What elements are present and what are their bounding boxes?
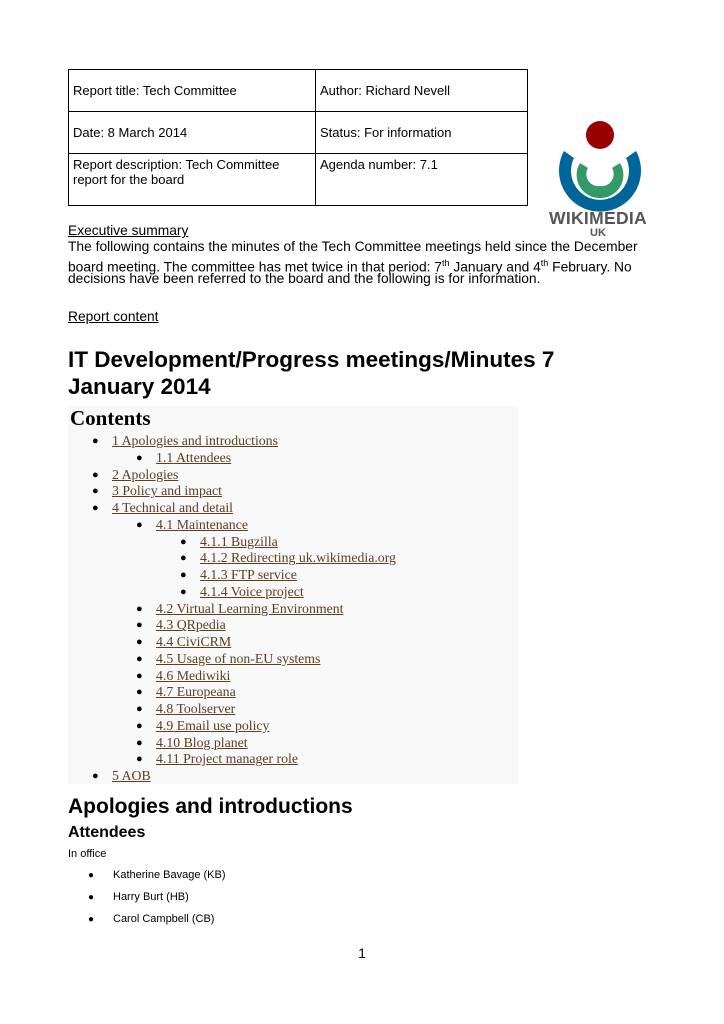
bullet: ●	[88, 892, 95, 903]
toc-item-link[interactable]: Technical and detail	[118, 500, 233, 515]
toc-item-number[interactable]: 4.8	[156, 701, 174, 716]
toc-item[interactable]	[180, 583, 304, 600]
date-cell: Date: 8 March 2014	[69, 112, 316, 154]
toc-item[interactable]	[136, 617, 226, 633]
bullet: ●	[180, 569, 187, 581]
toc-item-link[interactable]: QRpedia	[173, 617, 226, 633]
toc-item[interactable]	[180, 567, 297, 583]
author-cell: Author: Richard Nevell	[316, 70, 528, 112]
toc-item-number[interactable]: 4.4	[156, 634, 174, 649]
toc-item-number[interactable]: 4.1	[156, 516, 174, 532]
bullet: ●	[92, 435, 99, 447]
toc-item-number[interactable]: 4.9	[156, 717, 174, 733]
toc-item[interactable]	[136, 717, 270, 734]
attendee-item: Katherine Bavage (KB)	[113, 869, 226, 881]
toc-item-link[interactable]: AOB	[118, 768, 151, 783]
attendee-item: Harry Burt (HB)	[113, 891, 189, 903]
toc-item-link[interactable]: Project manager role	[179, 751, 299, 767]
bullet: ●	[136, 719, 143, 732]
agenda-number-cell: Agenda number: 7.1	[316, 154, 528, 206]
bullet: ●	[136, 636, 143, 648]
toc-item-link[interactable]: Toolserver	[173, 701, 236, 716]
attendee-item: Carol Campbell (CB)	[113, 913, 215, 925]
toc-item[interactable]	[136, 600, 344, 617]
toc-item[interactable]	[136, 449, 232, 466]
ordinal-suffix: th	[442, 258, 450, 268]
toc-item-number[interactable]: 4.10	[156, 734, 181, 750]
bullet: ●	[92, 485, 99, 498]
toc-item[interactable]	[92, 433, 278, 449]
toc-item-number[interactable]: 5	[112, 768, 119, 783]
description-line-1: Report description: Tech Committee	[73, 157, 280, 172]
toc-item-number[interactable]: 1.1	[156, 449, 174, 465]
toc-item-link[interactable]: Policy and impact	[118, 483, 222, 499]
toc-item-link[interactable]: Virtual Learning Environment	[173, 600, 344, 616]
toc-item-number[interactable]: 4	[112, 500, 119, 515]
toc-item-number[interactable]: 4.3	[156, 617, 174, 633]
toc-item[interactable]	[136, 667, 231, 684]
toc-item[interactable]	[92, 500, 233, 516]
toc-item[interactable]	[136, 684, 236, 700]
bullet: ●	[92, 502, 99, 514]
toc-item-number[interactable]: 4.2	[156, 600, 174, 616]
summary-line-2-part-c: February. No	[548, 259, 632, 275]
page-number: 1	[358, 945, 366, 961]
report-content-heading: Report content	[68, 309, 159, 324]
toc-item-link[interactable]: CiviCRM	[173, 634, 232, 649]
bullet: ●	[136, 753, 143, 766]
toc-item-number[interactable]: 1	[112, 433, 119, 448]
toc-item[interactable]	[92, 483, 222, 499]
toc-item[interactable]	[136, 734, 248, 751]
logo-wordmark: WIKIMEDIA	[549, 208, 647, 228]
bullet: ●	[180, 585, 187, 598]
toc-item[interactable]	[136, 634, 232, 650]
report-title-cell: Report title: Tech Committee	[69, 70, 316, 112]
bullet: ●	[180, 535, 187, 548]
summary-line-2-part-a: board meeting. The committee has met twice in that period: 7	[68, 259, 442, 275]
toc-item-link[interactable]: Mediwiki	[173, 667, 231, 683]
bullet: ●	[136, 518, 143, 531]
report-meta-table	[68, 69, 528, 206]
toc-item-link[interactable]: Voice project	[227, 583, 304, 599]
toc-item-link[interactable]: Redirecting uk.wikimedia.org	[227, 550, 396, 566]
ordinal-suffix: th	[540, 258, 549, 268]
toc-item-link[interactable]: Bugzilla	[227, 533, 278, 549]
bullet: ●	[136, 652, 143, 665]
toc-item-number[interactable]: 4.5	[156, 650, 174, 666]
table-of-contents	[68, 406, 518, 784]
page-title-line-1: IT Development/Progress meetings/Minutes 7	[68, 347, 555, 372]
toc-item[interactable]	[180, 533, 278, 550]
toc-item[interactable]	[92, 768, 151, 784]
logo-uk-text: UK	[590, 227, 606, 239]
bullet: ●	[136, 736, 143, 749]
toc-item-number[interactable]: 4.7	[156, 684, 174, 700]
bullet: ●	[136, 669, 143, 682]
bullet: ●	[136, 602, 143, 615]
toc-item[interactable]	[92, 466, 179, 483]
toc-item[interactable]	[136, 751, 299, 767]
toc-item-number[interactable]: 4.1.4	[200, 583, 228, 599]
bullet: ●	[136, 703, 143, 715]
bullet: ●	[92, 468, 99, 481]
status-cell: Status: For information	[316, 112, 528, 154]
toc-item[interactable]	[180, 550, 396, 566]
bullet: ●	[136, 686, 143, 699]
logo-blue-ring	[559, 151, 641, 212]
report-description-cell	[69, 154, 316, 206]
summary-line-2-part-b: January and 4	[449, 259, 541, 275]
toc-item[interactable]	[136, 701, 236, 717]
section-heading: Apologies and introductions	[68, 795, 353, 818]
toc-item-link[interactable]: Blog planet	[180, 734, 248, 750]
bullet: ●	[136, 451, 143, 464]
toc-item-number[interactable]: 2	[112, 466, 119, 482]
toc-item-link[interactable]: Apologies	[118, 466, 179, 482]
page-title-line-2: January 2014	[68, 374, 211, 399]
bullet: ●	[180, 552, 187, 565]
toc-item-number[interactable]: 4.1.3	[200, 567, 228, 582]
summary-line-3: decisions have been referred to the board and the following is for information.	[68, 271, 541, 286]
toc-item-link[interactable]: FTP service	[227, 567, 297, 582]
executive-summary-heading: Executive summary	[68, 223, 189, 238]
toc-item-number[interactable]: 4.6	[156, 667, 174, 683]
summary-line-1: The following contains the minutes of the Tech Committee meetings held since the December	[68, 239, 638, 254]
logo-red-dot	[586, 121, 614, 149]
in-office-label: In office	[68, 848, 107, 860]
contents-title: Contents	[70, 406, 151, 430]
description-line-2: report for the board	[73, 172, 185, 187]
toc-item-number[interactable]: 3	[112, 483, 119, 499]
page-title	[68, 346, 628, 400]
toc-item-number[interactable]: 4.1.2	[200, 550, 228, 566]
toc-item-link[interactable]: Europeana	[173, 684, 236, 700]
toc-item-link[interactable]: Usage of non-EU systems	[173, 650, 321, 666]
toc-item-link[interactable]: Maintenance	[173, 516, 248, 532]
bullet: ●	[92, 770, 99, 782]
toc-item-number[interactable]: 4.11	[156, 751, 180, 767]
toc-item-number[interactable]: 4.1.1	[200, 533, 228, 549]
toc-item-link[interactable]: Apologies and introductions	[118, 433, 278, 448]
toc-item-link[interactable]: Email use policy	[173, 717, 270, 733]
toc-item-link[interactable]: Attendees	[173, 449, 232, 465]
toc-item[interactable]	[136, 650, 321, 667]
bullet: ●	[136, 619, 143, 632]
bullet: ●	[88, 914, 95, 925]
subsection-heading: Attendees	[68, 824, 146, 841]
bullet: ●	[88, 870, 95, 881]
toc-item[interactable]	[136, 516, 248, 533]
